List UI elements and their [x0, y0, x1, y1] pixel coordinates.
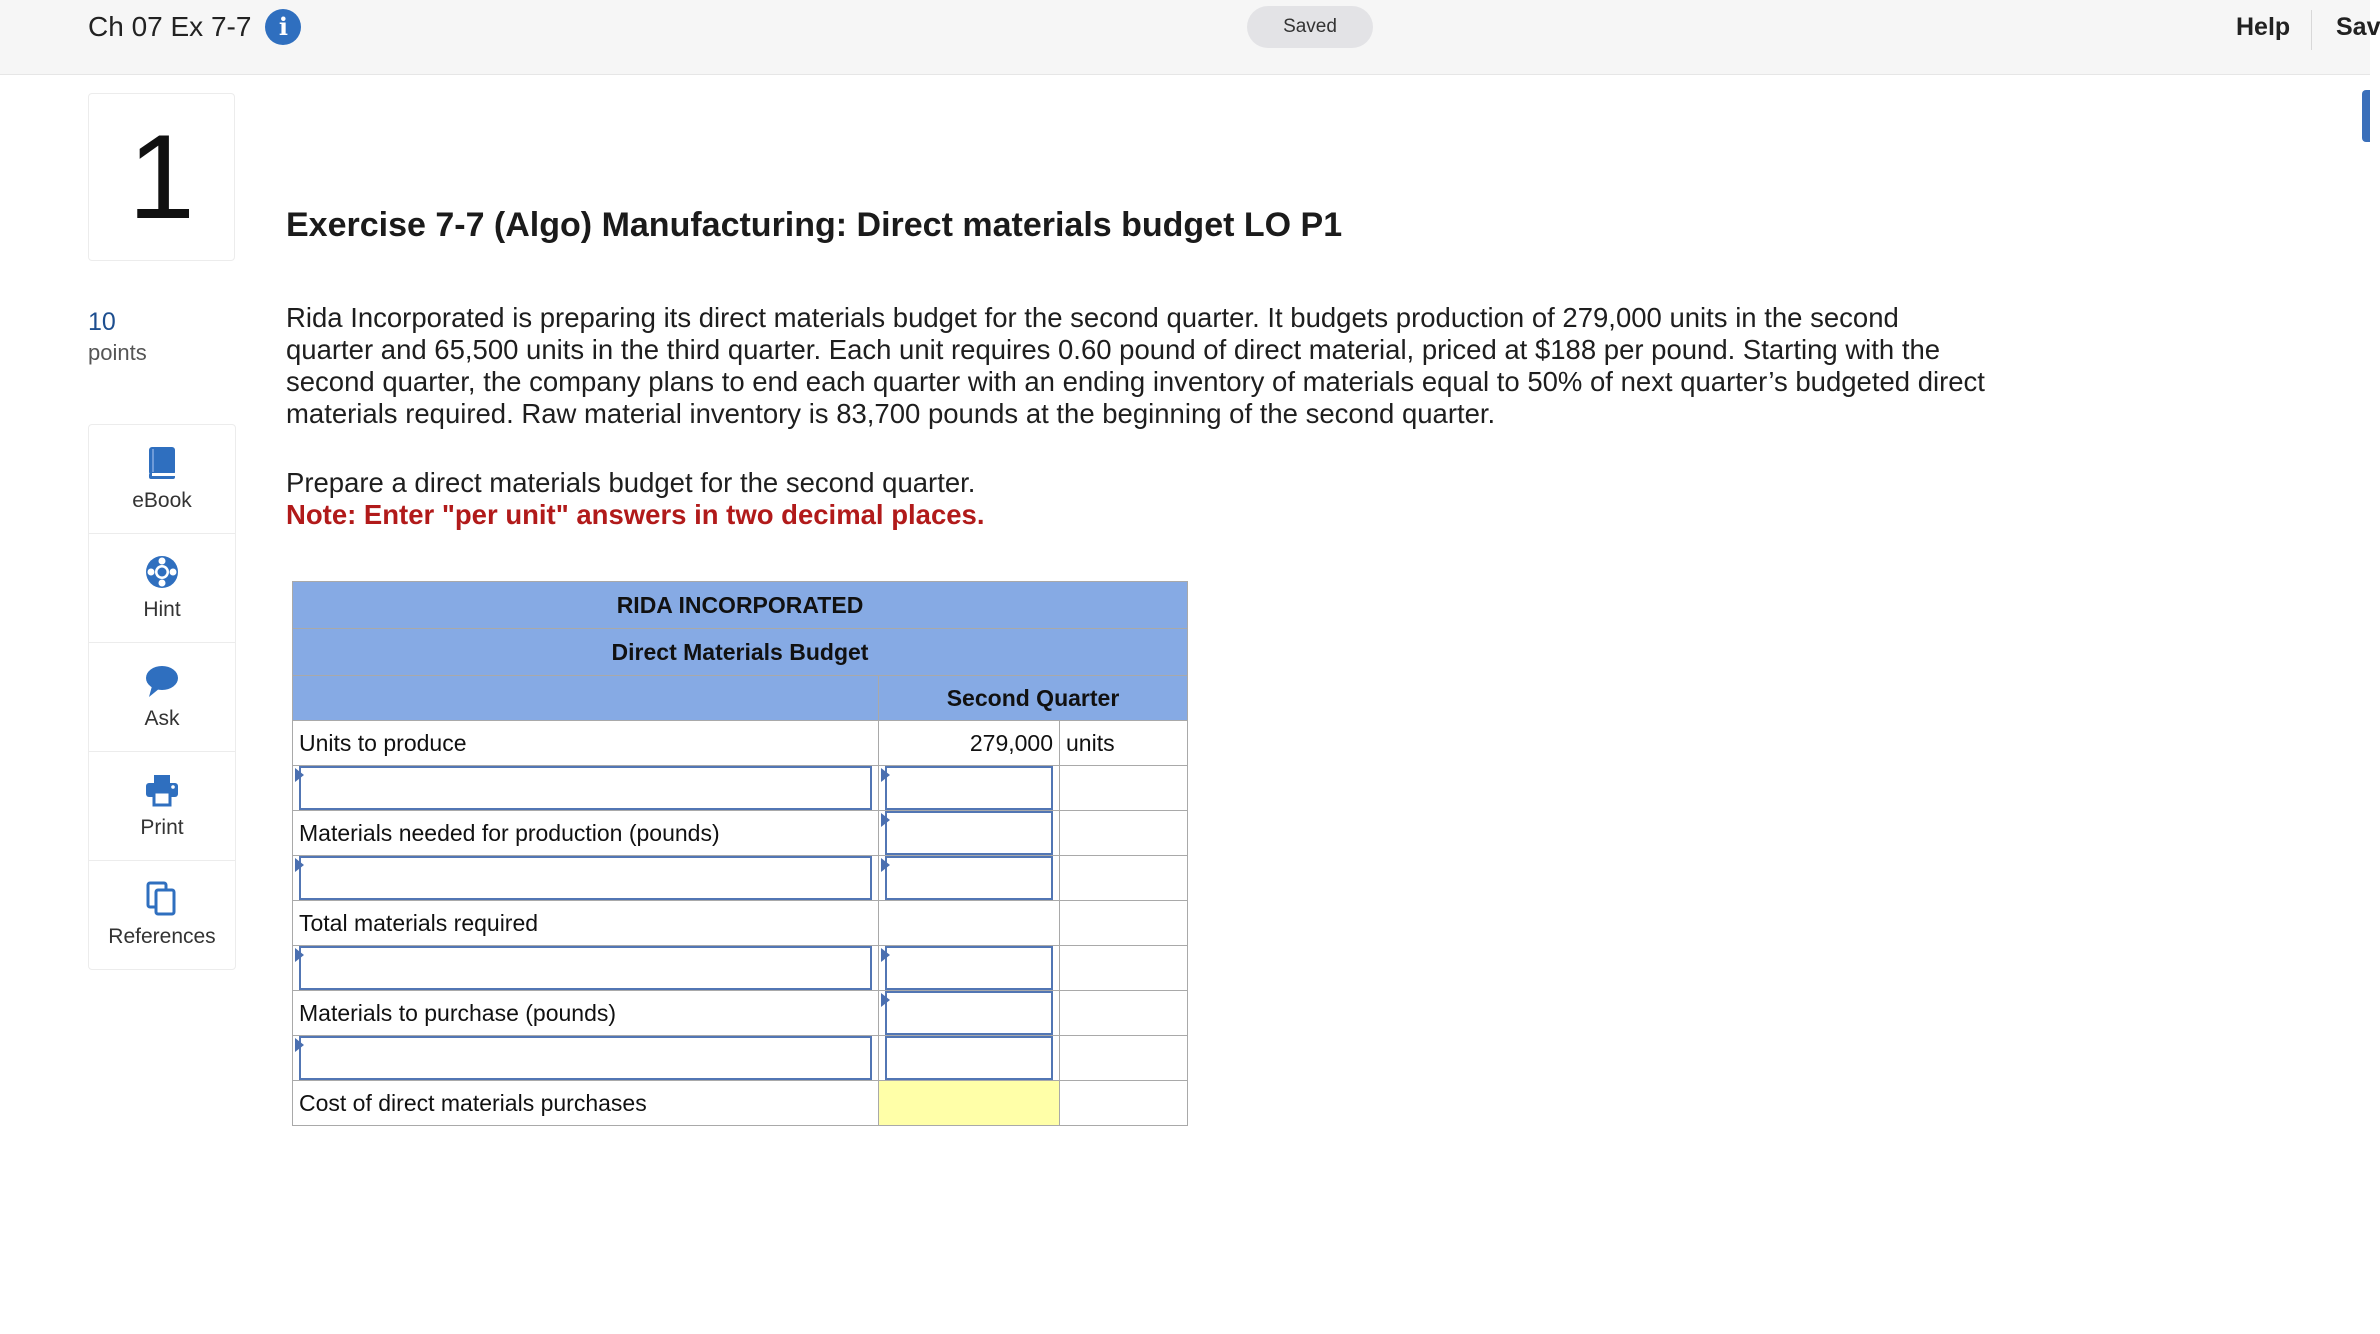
label-dropdown-input[interactable]: [299, 856, 872, 900]
blank-header-cell: [293, 676, 879, 721]
top-bar: [0, 0, 2380, 75]
ask-button[interactable]: [89, 643, 235, 752]
tool-label: Hint: [143, 598, 181, 621]
saved-status-badge: Saved: [1247, 6, 1373, 48]
problem-text: Rida Incorporated is preparing its direct materials budget for the second quarter. It budgets production of 279,000 units in the second quarter and 65,500 units in the third quarter. Each unit requires 0.60 pound of direct material, priced at $188 per pound. Starting with the second quarter, the company plans to end each quarter with an ending inventory of materials equal to 50% of next quarter’s budgeted direct materials required. Raw material inventory is 83,700 pounds at the beginning of the second quarter.: [286, 302, 1985, 429]
assignment-title: Ch 07 Ex 7-7: [88, 11, 252, 42]
label-dropdown-cell: [293, 856, 879, 901]
side-panel-tab[interactable]: [2362, 90, 2370, 142]
question-number: 1: [88, 93, 235, 261]
row-label: Materials needed for production (pounds): [293, 811, 879, 856]
assignment-title-group: [88, 10, 301, 44]
points-value: 10: [88, 308, 116, 336]
row-unit: [1060, 811, 1188, 856]
save-exit-button[interactable]: Sav: [2336, 13, 2380, 41]
budget-title-header: Direct Materials Budget: [293, 629, 1188, 676]
value-input-cell: [879, 991, 1060, 1036]
table-row: [293, 721, 1188, 766]
row-unit: [1060, 766, 1188, 811]
topbar-divider: [2311, 10, 2312, 50]
value-input-cell: [879, 811, 1060, 856]
label-dropdown-cell: [293, 1036, 879, 1081]
value-input-cell: [879, 1036, 1060, 1081]
print-button[interactable]: [89, 752, 235, 861]
label-dropdown-cell: [293, 946, 879, 991]
note-text: Note: Enter "per unit" answers in two decimal places.: [286, 499, 985, 530]
row-unit: [1060, 856, 1188, 901]
table-row: [293, 1081, 1188, 1126]
label-dropdown-cell: [293, 766, 879, 811]
tool-label: eBook: [132, 489, 192, 512]
row-label: Cost of direct materials purchases: [293, 1081, 879, 1126]
table-row: [293, 946, 1188, 991]
direct-materials-budget-table: [292, 581, 1188, 1126]
value-input[interactable]: [885, 811, 1053, 855]
row-value: [879, 901, 1060, 946]
row-unit: [1060, 991, 1188, 1036]
printer-icon: [144, 772, 180, 808]
value-input[interactable]: [885, 856, 1053, 900]
row-unit: [1060, 946, 1188, 991]
tools-panel: [88, 424, 236, 970]
info-icon[interactable]: i: [265, 9, 301, 45]
instruction-text: Prepare a direct materials budget for the second quarter.: [286, 467, 976, 498]
table-row: [293, 856, 1188, 901]
value-input-cell: [879, 766, 1060, 811]
value-input-cell: [879, 946, 1060, 991]
row-unit: [1060, 1036, 1188, 1081]
tool-label: Print: [140, 816, 184, 839]
table-row: [293, 811, 1188, 856]
row-label: Units to produce: [293, 721, 879, 766]
documents-icon: [144, 881, 180, 917]
lifebuoy-icon: [144, 554, 180, 590]
hint-button[interactable]: [89, 534, 235, 643]
label-dropdown-input[interactable]: [299, 766, 872, 810]
row-label: Total materials required: [293, 901, 879, 946]
label-dropdown-input[interactable]: [299, 1036, 872, 1080]
label-dropdown-input[interactable]: [299, 946, 872, 990]
help-button[interactable]: Help: [2236, 13, 2291, 41]
ebook-button[interactable]: [89, 425, 235, 534]
table-row: [293, 766, 1188, 811]
value-input-cell: [879, 856, 1060, 901]
row-value: 279,000: [879, 721, 1060, 766]
tool-label: References: [108, 925, 216, 948]
value-input[interactable]: [885, 1036, 1053, 1080]
table-row: [293, 1036, 1188, 1081]
second-quarter-header: Second Quarter: [879, 676, 1188, 721]
value-input[interactable]: [885, 946, 1053, 990]
cost-total-cell: [879, 1081, 1060, 1126]
book-icon: [144, 445, 180, 481]
table-row: [293, 901, 1188, 946]
value-input[interactable]: [885, 991, 1053, 1035]
row-unit: [1060, 1081, 1188, 1126]
row-unit: [1060, 901, 1188, 946]
chat-bubble-icon: [144, 663, 180, 699]
points-label: points: [88, 340, 147, 365]
exercise-title: Exercise 7-7 (Algo) Manufacturing: Direct materials budget LO P1: [286, 206, 1343, 244]
row-unit: units: [1060, 721, 1188, 766]
company-name-header: RIDA INCORPORATED: [293, 582, 1188, 629]
table-row: [293, 991, 1188, 1036]
tool-label: Ask: [144, 707, 180, 730]
references-button[interactable]: [89, 861, 235, 969]
value-input[interactable]: [885, 766, 1053, 810]
row-label: Materials to purchase (pounds): [293, 991, 879, 1036]
